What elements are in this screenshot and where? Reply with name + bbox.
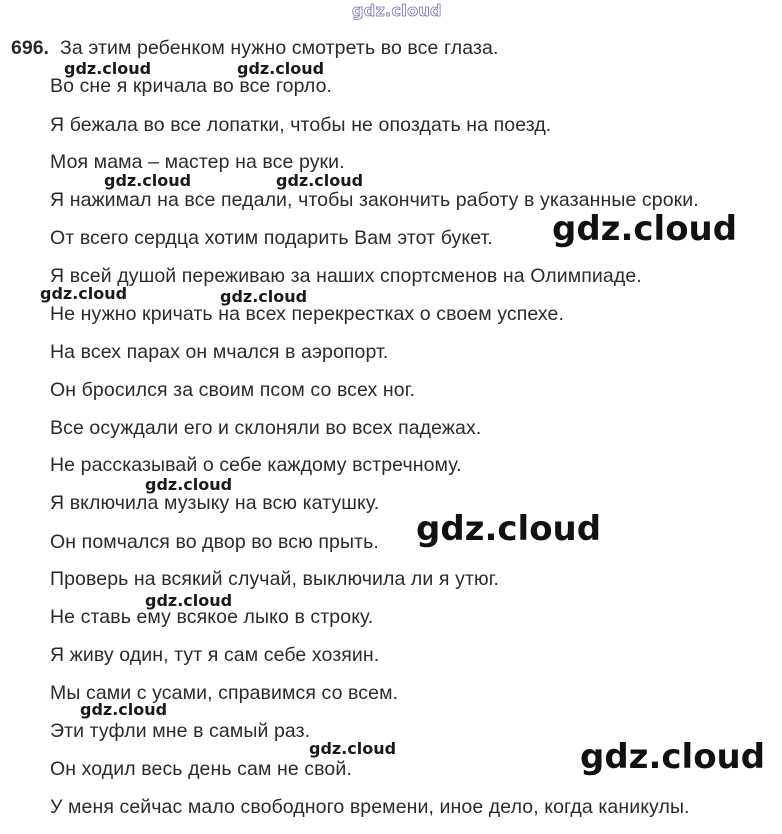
sentence-6: От всего сердца хотим подарить Вам этот букет. [50,227,493,249]
sentence-11: Все осуждали его и склоняли во всех падежах. [50,417,482,439]
sentence-7: Я всей душой переживаю за наших спортсменов на Олимпиаде. [50,265,642,287]
watermark: gdz.cloud [237,59,325,78]
sentence-15: Проверь на всякий случай, выключила ли я утюг. [50,568,500,590]
sentence-14: Он помчался во двор во всю прыть. [50,531,379,553]
sentence-20: Он ходил весь день сам не свой. [50,758,352,780]
watermark: gdz.cloud [145,591,233,610]
sentence-8: Не нужно кричать на всех перекрестках о своем успехе. [50,303,565,325]
sentence-2: Во сне я кричала во все горло. [50,75,333,97]
watermark: gdz.cloud [552,209,738,249]
watermark: gdz.cloud [80,700,168,719]
watermark: gdz.cloud [40,284,128,303]
sentence-10: Он бросился за своим псом со всех ног. [50,379,416,401]
exercise-number: 696. [11,37,49,59]
sentence-13: Я включила музыку на всю катушку. [50,492,380,514]
sentence-17: Я живу один, тут я сам себе хозяин. [50,644,380,666]
watermark: gdz.cloud [416,509,602,549]
watermark: gdz.cloud [104,171,192,190]
watermark: gdz.cloud [276,171,364,190]
watermark: gdz.cloud [220,287,308,306]
sentence-16: Не ставь ему всякое лыко в строку. [50,606,374,628]
sentence-9: На всех парах он мчался в аэропорт. [50,341,389,363]
sentence-4: Моя мама – мастер на все руки. [50,151,345,173]
sentence-19: Эти туфли мне в самый раз. [50,720,311,742]
watermark: gdz.cloud [64,59,152,78]
sentence-5: Я нажимал на все педали, чтобы закончить работу в указанные сроки. [50,189,699,211]
top-watermark: gdz.cloud [352,1,442,20]
sentence-21: У меня сейчас мало свободного времени, иное дело, когда каникулы. [50,796,690,818]
sentence-3: Я бежала во все лопатки, чтобы не опоздать на поезд. [50,114,552,136]
watermark: gdz.cloud [580,737,766,777]
watermark: gdz.cloud [309,739,397,758]
sentence-1: За этим ребенком нужно смотреть во все глаза. [60,37,499,59]
sentence-12: Не рассказывай о себе каждому встречному. [50,454,462,476]
watermark: gdz.cloud [145,475,233,494]
sentence-18: Мы сами с усами, справимся со всем. [50,682,399,704]
